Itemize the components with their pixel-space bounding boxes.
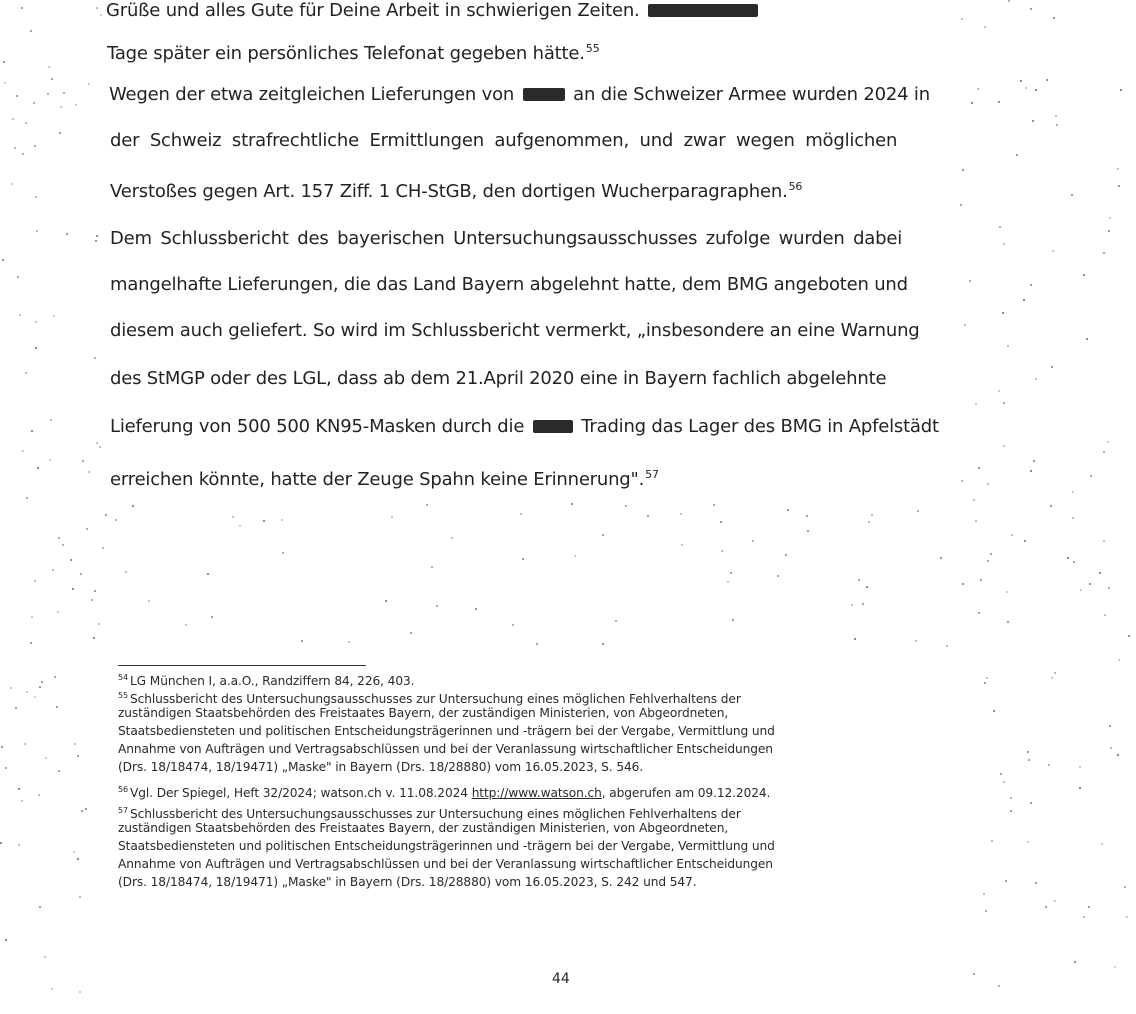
scan-speck — [1089, 583, 1091, 585]
scan-speck — [787, 509, 789, 511]
scan-speck — [26, 497, 28, 499]
scan-speck — [148, 600, 150, 602]
scan-speck — [1109, 217, 1111, 219]
footnote-ref-57: 57 — [645, 468, 659, 481]
scan-speck — [1067, 557, 1069, 559]
scan-speck — [962, 169, 964, 171]
scan-speck — [806, 515, 808, 517]
footnote-57-line-5: (Drs. 18/18474, 18/19471) „Maske" in Bayern (Drs. 18/28880) vom 16.05.2023, S. 242 und 547. — [118, 875, 697, 889]
scan-speck — [1005, 880, 1007, 882]
scan-speck — [964, 324, 966, 326]
scan-speck — [35, 347, 37, 349]
scan-speck — [263, 520, 265, 522]
page-number: 44 — [552, 971, 570, 987]
scan-speck — [88, 83, 90, 85]
scan-speck — [22, 450, 24, 452]
scan-speck — [39, 686, 41, 688]
scan-speck — [713, 504, 715, 506]
scan-speck — [1126, 916, 1128, 918]
scan-speck — [522, 558, 524, 560]
scan-speck — [35, 321, 37, 323]
scan-speck — [1103, 252, 1105, 254]
footnote-57-line-1: $^{57}$ Schlussbericht des Untersuchungsausschusses zur Untersuchung eines möglichen Fehlverhaltens der — [118, 806, 741, 821]
scan-speck — [70, 559, 72, 561]
scan-speck — [99, 446, 101, 448]
scan-speck — [991, 840, 993, 842]
scan-speck — [60, 106, 62, 108]
scan-speck — [720, 521, 722, 523]
scan-speck — [451, 537, 453, 539]
scan-speck — [1023, 299, 1025, 301]
scan-speck — [59, 132, 61, 134]
scan-speck — [983, 893, 985, 895]
scan-speck — [999, 226, 1001, 228]
scan-speck — [1083, 274, 1085, 276]
scan-speck — [862, 603, 864, 605]
scan-speck — [1090, 475, 1092, 477]
scan-speck — [34, 696, 36, 698]
scan-speck — [1110, 747, 1112, 749]
scan-speck — [1011, 534, 1013, 536]
scan-speck — [26, 691, 28, 693]
scan-speck — [410, 632, 412, 634]
scan-speck — [102, 547, 104, 549]
scan-speck — [53, 315, 55, 317]
scan-speck — [38, 794, 40, 796]
scan-speck — [14, 147, 16, 149]
scan-speck — [63, 92, 65, 94]
scan-speck — [96, 7, 98, 9]
scan-speck — [39, 906, 41, 908]
scan-speck — [969, 280, 971, 282]
scan-speck — [211, 616, 213, 618]
scan-speck — [986, 677, 988, 679]
scan-speck — [975, 520, 977, 522]
scan-speck — [57, 611, 59, 613]
scan-speck — [625, 505, 627, 507]
scan-speck — [1051, 677, 1053, 679]
footnote-57-line-3: Staatsbediensteten und politischen Entscheidungsträgerinnen und -trägern bei der Vergabe, Vermittlung und — [118, 839, 775, 853]
scan-speck — [961, 18, 963, 20]
scan-speck — [51, 988, 53, 990]
scan-speck — [940, 557, 942, 559]
scan-speck — [1033, 460, 1035, 462]
scan-speck — [30, 30, 32, 32]
scan-speck — [239, 525, 241, 527]
scan-speck — [615, 620, 617, 622]
scan-speck — [281, 519, 283, 521]
scan-speck — [1079, 766, 1081, 768]
scan-speck — [868, 521, 870, 523]
scan-speck — [1020, 80, 1022, 82]
scan-speck — [1053, 17, 1055, 19]
scan-speck — [282, 552, 284, 554]
scan-speck — [94, 357, 96, 359]
watson-link[interactable]: http://www.watson.ch — [471, 786, 602, 800]
scan-speck — [1071, 194, 1073, 196]
scan-speck — [436, 605, 438, 607]
scan-speck — [977, 88, 979, 90]
scan-speck — [602, 643, 604, 645]
scan-speck — [1035, 378, 1037, 380]
body-line-11: erreichen könnte, hatte der Zeuge Spahn keine Erinnerung".$^{57}$ — [110, 468, 659, 490]
scan-speck — [1074, 961, 1076, 963]
scan-speck — [96, 442, 98, 444]
scan-speck — [574, 555, 576, 557]
scan-speck — [77, 858, 79, 860]
scan-speck — [993, 710, 995, 712]
scan-speck — [973, 499, 975, 501]
scan-speck — [77, 755, 79, 757]
scan-speck — [93, 637, 95, 639]
scan-speck — [1114, 966, 1116, 968]
scan-speck — [72, 588, 74, 590]
scan-speck — [978, 467, 980, 469]
scan-speck — [86, 528, 88, 530]
footnote-54: $^{54}$ LG München I, a.a.O., Randziffern 84, 226, 403. — [118, 673, 415, 688]
scan-speck — [1030, 8, 1032, 10]
scan-speck — [21, 800, 23, 802]
scan-speck — [2, 259, 4, 261]
scan-speck — [732, 619, 734, 621]
scan-speck — [1003, 445, 1005, 447]
scan-speck — [946, 645, 948, 647]
scan-speck — [1051, 366, 1053, 368]
scan-speck — [971, 102, 973, 104]
scan-speck — [536, 643, 538, 645]
scan-speck — [730, 572, 732, 574]
scan-speck — [1107, 441, 1109, 443]
scan-speck — [980, 579, 982, 581]
scan-speck — [1118, 185, 1120, 187]
scan-speck — [785, 554, 787, 556]
footnote-56: $^{56}$ Vgl. Der Spiegel, Heft 32/2024; watson.ch v. 11.08.2024 http://www.watson.ch, abgerufen am 09.12.2024. — [118, 785, 771, 800]
scan-speck — [75, 104, 77, 106]
scan-speck — [1101, 843, 1103, 845]
scan-speck — [54, 676, 56, 678]
scan-speck — [1117, 754, 1119, 756]
scan-speck — [1032, 120, 1034, 122]
scan-speck — [984, 682, 986, 684]
footnote-55-line-1: $^{55}$ Schlussbericht des Untersuchungsausschusses zur Untersuchung eines möglichen Fehlverhaltens der — [118, 691, 741, 706]
scan-speck — [962, 583, 964, 585]
scan-speck — [1007, 621, 1009, 623]
scan-speck — [1054, 672, 1056, 674]
scan-speck — [1109, 725, 1111, 727]
scan-speck — [1073, 561, 1075, 563]
body-line-7: mangelhafte Lieferungen, die das Land Bayern abgelehnt hatte, dem BMG angeboten und — [110, 274, 908, 295]
scan-speck — [391, 516, 393, 518]
scan-speck — [348, 641, 350, 643]
scan-speck — [871, 514, 873, 516]
scan-speck — [917, 510, 919, 512]
scan-speck — [851, 604, 853, 606]
body-line-1: Grüße und alles Gute für Deine Arbeit in schwierigen Zeiten. — [106, 0, 761, 22]
scan-speck — [1124, 886, 1126, 888]
scan-speck — [1002, 312, 1004, 314]
footnote-57-line-2: zuständigen Staatsbehörden des Freistaates Bayern, der zuständigen Ministerien, von Abgeordneten, — [118, 821, 729, 835]
scan-speck — [961, 480, 963, 482]
scan-speck — [1104, 614, 1106, 616]
redaction-bar — [648, 4, 758, 17]
scan-speck — [571, 503, 573, 505]
scan-speck — [1003, 243, 1005, 245]
scan-speck — [1086, 338, 1088, 340]
scan-speck — [987, 560, 989, 562]
scan-speck — [49, 459, 51, 461]
body-line-5: Verstoßes gegen Art. 157 Ziff. 1 CH-StGB, den dortigen Wucherparagraphen.$^{56}$ — [110, 180, 803, 202]
scan-speck — [807, 530, 809, 532]
scan-speck — [1080, 589, 1082, 591]
scan-speck — [512, 624, 514, 626]
scan-speck — [990, 553, 992, 555]
scan-speck — [1027, 751, 1029, 753]
scan-speck — [1103, 540, 1105, 542]
scan-speck — [95, 240, 97, 242]
scan-speck — [41, 681, 43, 683]
scan-speck — [1035, 89, 1037, 91]
scan-speck — [22, 153, 24, 155]
scan-speck — [16, 95, 18, 97]
scan-speck — [681, 544, 683, 546]
scan-speck — [1054, 900, 1056, 902]
scan-speck — [47, 93, 49, 95]
body-line-8: diesem auch geliefert. So wird im Schlussbericht vermerkt, „insbesondere an eine Warnung — [110, 320, 920, 341]
scan-speck — [25, 122, 27, 124]
scan-speck — [998, 390, 1000, 392]
scan-speck — [998, 985, 1000, 987]
scan-speck — [18, 788, 20, 790]
scan-speck — [12, 118, 14, 120]
scan-speck — [1052, 250, 1054, 252]
scan-speck — [79, 896, 81, 898]
scan-speck — [475, 608, 477, 610]
scan-speck — [1024, 540, 1026, 542]
scan-speck — [1028, 759, 1030, 761]
scan-speck — [34, 145, 36, 147]
scan-speck — [1008, 0, 1010, 2]
scan-speck — [91, 599, 93, 601]
scan-speck — [73, 851, 75, 853]
scan-speck — [1045, 906, 1047, 908]
scan-speck — [132, 505, 134, 507]
scan-speck — [721, 550, 723, 552]
footnote-ref-55: 55 — [585, 42, 600, 55]
scan-speck — [431, 566, 433, 568]
footnote-55-line-4: Annahme von Aufträgen und Vertragsabschlüssen und bei der Veranlassung wirtschaftlicher Entscheidungen — [118, 742, 773, 756]
scan-speck — [185, 624, 187, 626]
scan-speck — [1072, 491, 1074, 493]
scan-speck — [1108, 587, 1110, 589]
scan-speck — [105, 514, 107, 516]
scan-speck — [82, 460, 84, 462]
scan-speck — [50, 419, 52, 421]
scan-speck — [100, 14, 102, 16]
scan-speck — [11, 183, 13, 185]
scan-speck — [1003, 402, 1005, 404]
scan-speck — [1099, 572, 1101, 574]
scan-speck — [80, 573, 82, 575]
scan-speck — [1108, 230, 1110, 232]
scan-speck — [232, 516, 234, 518]
scan-speck — [33, 102, 35, 104]
body-line-10: Lieferung von 500 500 KN95-Masken durch die Trading das Lager des BMG in Apfelstädt — [110, 416, 939, 437]
scan-speck — [36, 230, 38, 232]
scan-speck — [1128, 635, 1130, 637]
scan-speck — [301, 640, 303, 642]
scan-speck — [973, 973, 975, 975]
scan-speck — [35, 196, 37, 198]
scan-speck — [1079, 787, 1081, 789]
scan-speck — [1007, 345, 1009, 347]
scan-speck — [385, 600, 387, 602]
scan-speck — [98, 623, 100, 625]
scan-speck — [96, 235, 98, 237]
scan-speck — [1010, 810, 1012, 812]
footnote-55-line-2: zuständigen Staatsbehörden des Freistaates Bayern, der zuständigen Ministerien, von Abgeordneten, — [118, 706, 729, 720]
scan-speck — [19, 314, 21, 316]
scan-speck — [1030, 284, 1032, 286]
scan-speck — [81, 810, 83, 812]
scan-speck — [978, 612, 980, 614]
scan-speck — [62, 544, 64, 546]
scan-speck — [985, 910, 987, 912]
body-line-2: Tage später ein persönliches Telefonat gegeben hätte.$^{55}$ — [107, 42, 600, 64]
scan-speck — [3, 61, 5, 63]
scan-speck — [984, 26, 986, 28]
scan-speck — [1000, 773, 1002, 775]
redaction-bar — [523, 88, 565, 101]
scan-speck — [866, 586, 868, 588]
scan-speck — [1046, 79, 1048, 81]
footnote-57-line-4: Annahme von Aufträgen und Vertragsabschlüssen und bei der Veranlassung wirtschaftlicher Entscheidungen — [118, 857, 773, 871]
scan-speck — [17, 276, 19, 278]
scan-speck — [30, 642, 32, 644]
scan-speck — [1072, 517, 1074, 519]
scan-speck — [1016, 154, 1018, 156]
scan-speck — [915, 640, 917, 642]
scan-speck — [15, 707, 17, 709]
scan-speck — [1048, 764, 1050, 766]
scan-speck — [58, 770, 60, 772]
body-line-6: Dem Schlussbericht des bayerischen Untersuchungsausschusses zufolge wurden dabei — [110, 228, 903, 249]
scan-speck — [56, 706, 58, 708]
scan-speck — [48, 66, 50, 68]
scan-speck — [1006, 591, 1008, 593]
scan-speck — [18, 844, 20, 846]
scan-speck — [520, 513, 522, 515]
scan-speck — [1030, 802, 1032, 804]
scan-speck — [115, 519, 117, 521]
scan-speck — [1088, 906, 1090, 908]
scan-speck — [998, 101, 1000, 103]
scan-speck — [4, 82, 6, 84]
scan-speck — [125, 571, 127, 573]
scan-speck — [0, 842, 2, 844]
scan-speck — [52, 569, 54, 571]
scan-speck — [752, 540, 754, 542]
scan-speck — [207, 573, 209, 575]
footnote-55-line-5: (Drs. 18/18474, 18/19471) „Maske" in Bayern (Drs. 18/28880) vom 16.05.2023, S. 546. — [118, 760, 644, 774]
scan-speck — [960, 204, 962, 206]
footnote-ref-56: 56 — [788, 180, 803, 193]
scan-speck — [45, 757, 47, 759]
scan-speck — [1035, 882, 1037, 884]
scan-speck — [94, 590, 96, 592]
scan-speck — [1103, 451, 1105, 453]
scan-speck — [426, 504, 428, 506]
scan-speck — [727, 581, 729, 583]
scan-speck — [1050, 505, 1052, 507]
scan-speck — [680, 513, 682, 515]
scan-speck — [5, 939, 7, 941]
scan-speck — [975, 403, 977, 405]
scan-speck — [88, 471, 90, 473]
scan-speck — [5, 767, 7, 769]
scan-speck — [1055, 115, 1057, 117]
scan-speck — [1025, 87, 1027, 89]
scan-speck — [21, 7, 23, 9]
scan-speck — [854, 638, 856, 640]
scan-speck — [987, 483, 989, 485]
scan-speck — [34, 580, 36, 582]
scan-speck — [1027, 841, 1029, 843]
scan-speck — [66, 233, 68, 235]
scan-speck — [1010, 797, 1012, 799]
scan-speck — [647, 515, 649, 517]
scan-speck — [602, 534, 604, 536]
scan-speck — [58, 537, 60, 539]
scan-speck — [10, 687, 12, 689]
footnote-separator — [118, 665, 366, 666]
body-line-3: Wegen der etwa zeitgleichen Lieferungen von an die Schweizer Armee wurden 2024 in — [109, 84, 930, 105]
scan-speck — [1, 746, 3, 748]
scan-speck — [25, 372, 27, 374]
scan-speck — [44, 956, 46, 958]
scan-speck — [1117, 168, 1119, 170]
scan-speck — [777, 575, 779, 577]
scan-speck — [79, 991, 81, 993]
scan-speck — [31, 430, 33, 432]
scan-speck — [31, 616, 33, 618]
body-line-4: der Schweiz strafrechtliche Ermittlungen aufgenommen, und zwar wegen möglichen — [110, 130, 898, 151]
body-line-9: des StMGP oder des LGL, dass ab dem 21.April 2020 eine in Bayern fachlich abgelehnte — [110, 368, 887, 389]
scan-speck — [1118, 659, 1120, 661]
scan-speck — [1120, 89, 1122, 91]
footnote-55-line-3: Staatsbediensteten und politischen Entscheidungsträgerinnen und -trägern bei der Vergabe, Vermittlung und — [118, 724, 775, 738]
scan-speck — [37, 467, 39, 469]
scan-speck — [1056, 124, 1058, 126]
scan-speck — [858, 579, 860, 581]
scan-speck — [85, 808, 87, 810]
scan-speck — [51, 78, 53, 80]
scan-speck — [74, 743, 76, 745]
scan-speck — [24, 743, 26, 745]
redaction-bar — [533, 420, 573, 433]
scan-speck — [1030, 470, 1032, 472]
scan-speck — [1083, 916, 1085, 918]
scan-speck — [1003, 781, 1005, 783]
